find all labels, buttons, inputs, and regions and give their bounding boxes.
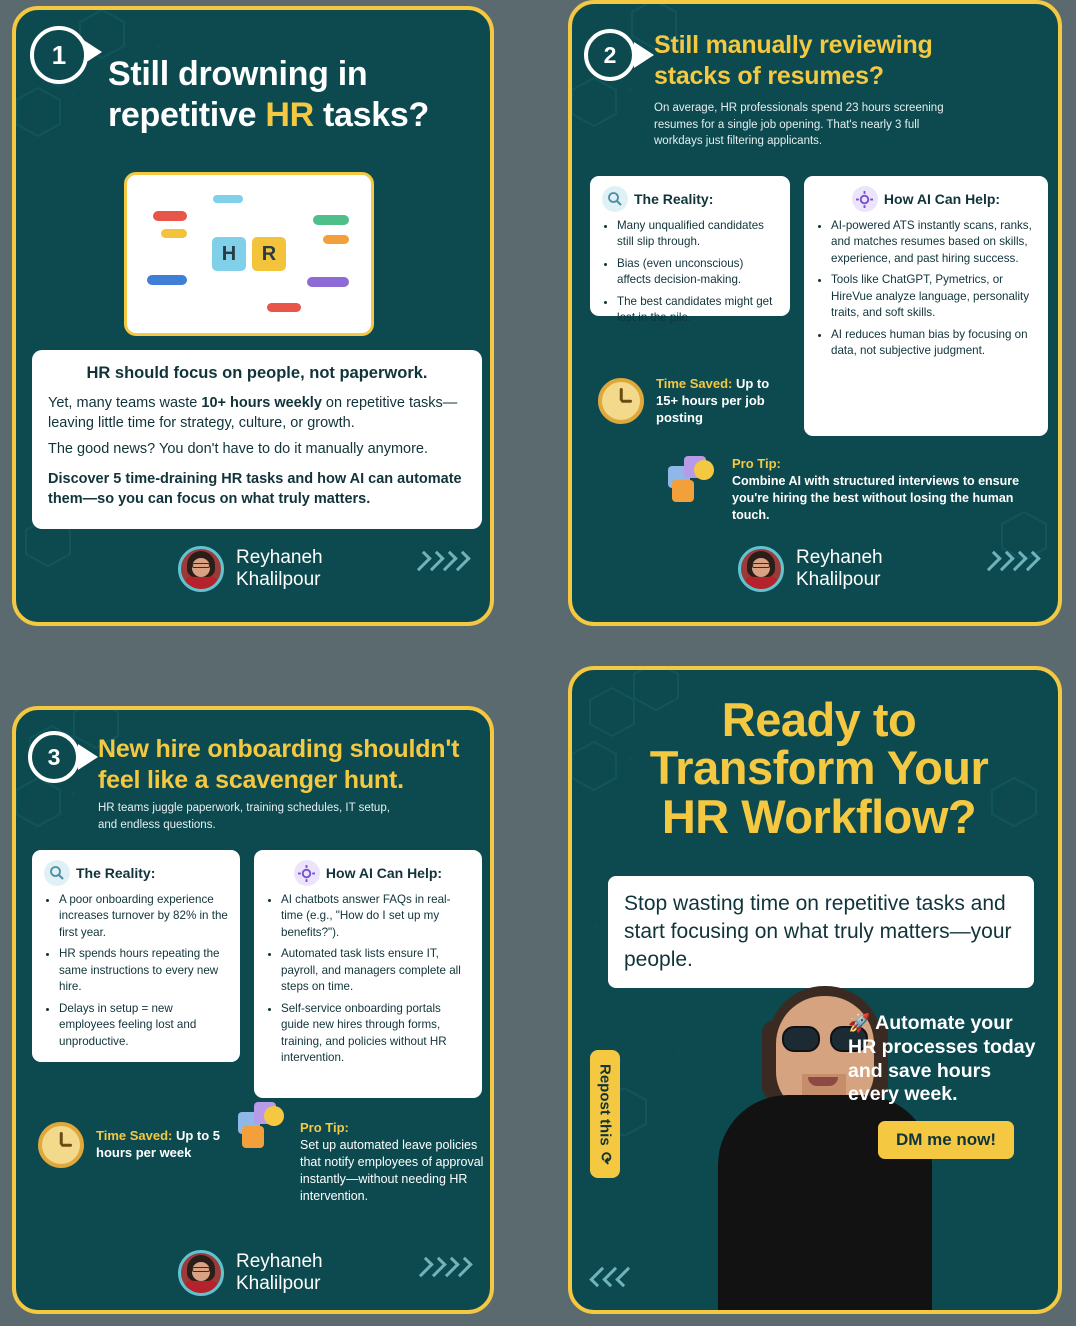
slide-1-box-lead: HR should focus on people, not paperwork. (86, 364, 428, 382)
pro-tip-block-3 (238, 1102, 488, 1205)
slide-1-card (12, 6, 494, 626)
author-first-name: Reyhaneh (796, 547, 883, 569)
repost-button[interactable] (590, 1050, 620, 1178)
author-last-name: Khalilpour (236, 1273, 321, 1294)
slide-4-title (596, 693, 1042, 843)
ai-list-3 (266, 892, 470, 1067)
hr-letter-h: H (212, 237, 246, 271)
slide-2-ai-panel (804, 176, 1048, 436)
cta-text-value: Automate your HR processes today and save hours every week. (848, 1012, 1036, 1106)
slide-3-card (12, 706, 494, 1314)
pro-tip-text-2: Combine AI with structured interviews to ensure you're hiring the best without losing the human touch. (732, 474, 1020, 522)
slide-2-title: Still manually reviewing stacks of resumes? (654, 31, 933, 90)
slide-3-title: New hire onboarding shouldn't feel like a scavenger hunt. (98, 735, 460, 794)
clock-icon (38, 1122, 84, 1168)
reality-list-2 (602, 218, 778, 327)
badge-pointer-2 (634, 42, 654, 68)
author-name-2 (796, 547, 883, 591)
hr-letter-r: R (252, 237, 286, 271)
slide-1-box-p3: Discover 5 time-draining HR tasks and how AI can automate them—so you can focus on what truly matters. (48, 471, 462, 507)
avatar (178, 1250, 224, 1296)
clock-icon (598, 378, 644, 424)
list-item: • Self-service onboarding portals guide new hires through forms, training, and policies without HR intervention. (281, 1001, 470, 1067)
pro-tip-block-2 (668, 456, 1028, 524)
list-item: • AI chatbots answer FAQs in real-time (e.g., "How do I set up my benefits?"). (281, 892, 470, 941)
repost-icon: ⟳ (597, 1151, 614, 1165)
ai-heading-2: How AI Can Help: (883, 191, 1001, 207)
time-saved-value: Up to 5 hours per week (96, 1128, 221, 1160)
list-item: • HR spends hours repeating the same instructions to every new hire. (59, 946, 228, 995)
time-saved-value: Up to 15+ hours per job posting (656, 376, 770, 425)
ai-panel-head-2 (816, 186, 1036, 212)
slide-4-cta-block (848, 1012, 1044, 1159)
p1-c: on repetitive tasks—leaving little time for strategy, culture, or growth. (48, 395, 458, 431)
slide-3-slot (0, 648, 538, 1326)
slide-1-title-highlight: HR (265, 96, 314, 135)
list-item: • Tools like ChatGPT, Pymetrics, or HireVue analyze language, personality traits, and soft skills. (831, 272, 1036, 321)
gear-ai-icon (852, 186, 878, 212)
puzzle-idea-icon (238, 1102, 290, 1146)
author-name-1 (236, 547, 323, 591)
author-last-name: Khalilpour (236, 569, 321, 590)
p1-a: Yet, many teams waste (48, 395, 202, 411)
author-first-name: Reyhaneh (236, 547, 323, 569)
slide-2-subtext: On average, HR professionals spend 23 hours screening resumes for a single job opening. That's nearly 3 full workdays just filtering applicants. (654, 102, 944, 148)
slide-4-title-line1: Ready to (721, 693, 917, 746)
slide-2-reality-panel (590, 176, 790, 325)
repost-label: Repost this (596, 1064, 614, 1146)
time-saved-label: Time Saved: (96, 1128, 173, 1144)
dm-me-now-button[interactable]: DM me now! (878, 1121, 1014, 1159)
ai-panel-head-3 (266, 860, 470, 886)
reality-panel-head-2 (602, 186, 778, 212)
next-chevrons-3[interactable] (418, 1258, 468, 1276)
prev-chevrons-4[interactable] (594, 1268, 631, 1286)
list-item: • AI-powered ATS instantly scans, ranks, and matches resumes based on skills, experience, and past hiring success. (831, 218, 1036, 267)
reality-list-3 (44, 892, 228, 1050)
author-block-2 (738, 546, 883, 592)
author-first-name: Reyhaneh (236, 1251, 323, 1273)
rocket-icon: 🚀 (848, 1013, 871, 1033)
slide-number-badge-1: 1 (30, 26, 88, 84)
pro-tip-label-2: Pro Tip: (732, 456, 781, 471)
time-saved-block-3 (38, 1122, 228, 1168)
pro-tip-label-3: Pro Tip: (300, 1120, 349, 1135)
slide-4-cta-text (848, 1012, 1044, 1107)
time-saved-text-3 (96, 1128, 228, 1162)
slide-1-title-line1: Still drowning in (108, 55, 368, 93)
reality-panel-head-3 (44, 860, 228, 886)
slide-4-card (568, 666, 1062, 1314)
list-item: • A poor onboarding experience increases turnover by 82% in the first year. (59, 892, 228, 941)
ai-list-2 (816, 218, 1036, 360)
avatar (178, 546, 224, 592)
slide-3-ai-panel (254, 850, 482, 1098)
author-name-3 (236, 1251, 323, 1295)
slide-4-slot (538, 648, 1076, 1326)
next-chevrons-2[interactable] (986, 552, 1036, 570)
slide-1-box-p1 (48, 393, 466, 433)
gear-ai-icon (294, 860, 320, 886)
author-last-name: Khalilpour (796, 569, 881, 590)
slide-1-title (108, 54, 478, 137)
list-item: • AI reduces human bias by focusing on data, not subjective judgment. (831, 327, 1036, 360)
list-item: • The best candidates might get lost in the pile. (617, 294, 778, 327)
p1-b: 10+ hours weekly (201, 395, 322, 411)
slide-2-slot (538, 0, 1076, 648)
slide-number-badge-3: 3 (28, 731, 80, 783)
slide-3-subtext: HR teams juggle paperwork, training schedules, IT setup, and endless questions. (98, 802, 390, 831)
ai-heading-3: How AI Can Help: (325, 865, 443, 881)
slide-1-box-p2: The good news? You don't have to do it manually anymore. (48, 441, 429, 457)
slide-1-message-box (32, 350, 482, 529)
next-chevrons-1[interactable] (416, 552, 466, 570)
list-item: • Many unqualified candidates still slip through. (617, 218, 778, 251)
hr-blocks (212, 237, 286, 271)
hr-desk-image (124, 172, 374, 336)
slide-3-reality-panel (32, 850, 240, 1062)
slide-4-title-line3: HR Workflow? (661, 789, 977, 843)
badge-pointer-3 (78, 744, 98, 770)
slide-1-slot (0, 0, 538, 648)
reality-heading-2: The Reality: (634, 191, 714, 207)
list-item: • Bias (even unconscious) affects decision-making. (617, 256, 778, 289)
puzzle-idea-icon (668, 456, 720, 500)
author-block-3 (178, 1250, 323, 1296)
magnifier-icon (602, 186, 628, 212)
pro-tip-text-3: Set up automated leave policies that notify employees of approval instantly—without needing HR intervention. (300, 1138, 484, 1203)
slide-2-card (568, 0, 1062, 626)
time-saved-label: Time Saved: (656, 376, 733, 391)
time-saved-block-2 (598, 376, 788, 427)
reality-heading-3: The Reality: (76, 865, 156, 881)
list-item: • Automated task lists ensure IT, payroll, and managers complete all steps on time. (281, 946, 470, 995)
author-block-1 (178, 546, 323, 592)
avatar (738, 546, 784, 592)
time-saved-text-2 (656, 376, 788, 427)
magnifier-icon (44, 860, 70, 886)
slide-4-title-line2: Transform Your (649, 741, 989, 795)
slide-1-title-line2a: repetitive (108, 96, 266, 135)
slide-4-quote-box: Stop wasting time on repetitive tasks and start focusing on what truly matters—your people. (608, 876, 1034, 988)
slide-1-title-line2b: tasks? (313, 96, 429, 135)
slide-number-badge-2: 2 (584, 29, 636, 81)
list-item: • Delays in setup = new employees feeling lost and unproductive. (59, 1001, 228, 1050)
